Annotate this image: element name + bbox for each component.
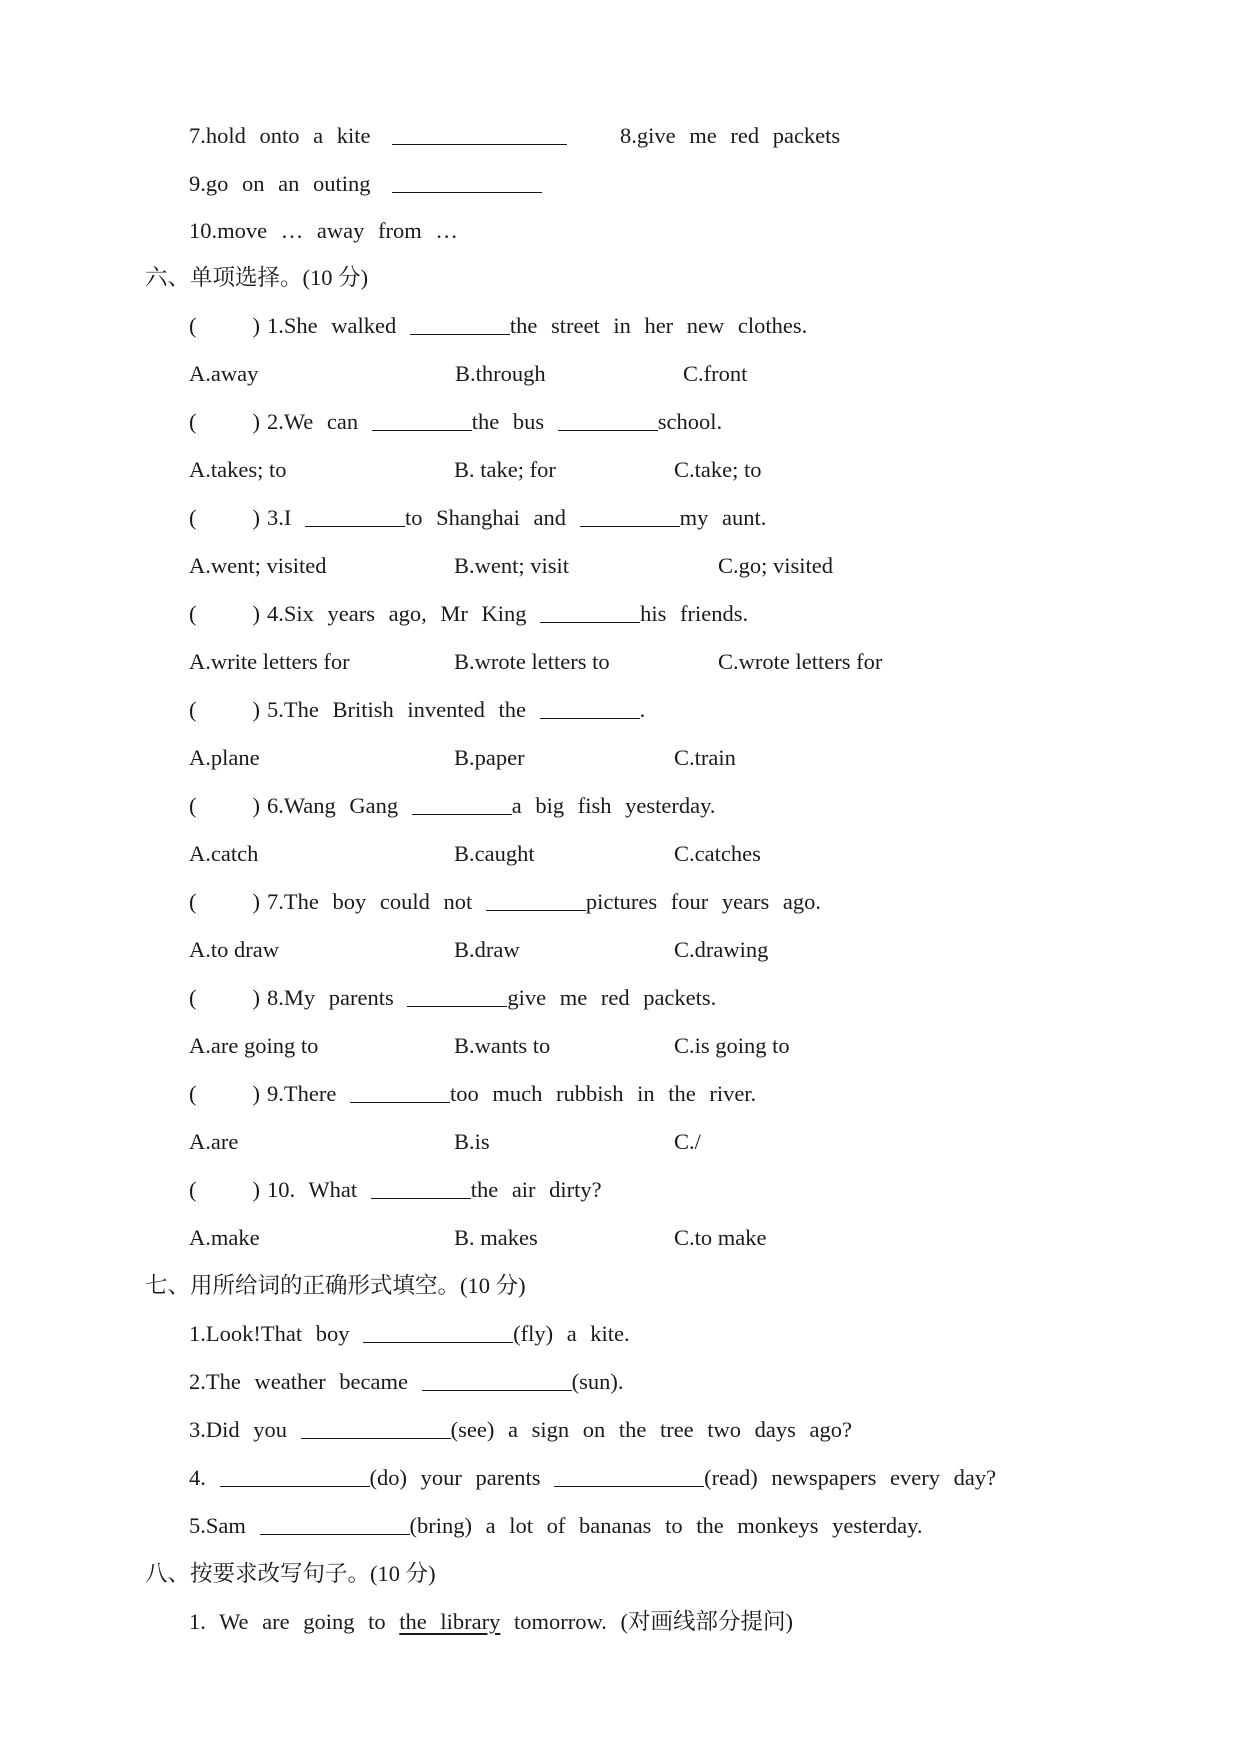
option-b[interactable]: B.paper [454,745,525,770]
option-c[interactable]: C.to make [674,1225,767,1250]
question-1: ( ) 1.She walked the street in her new clothes. [189,308,807,344]
option-b[interactable]: B.wants to [454,1033,551,1058]
answer-blank[interactable] [371,1172,471,1199]
answer-blank[interactable] [220,1460,370,1487]
option-b[interactable]: B.caught [454,841,535,866]
question-9: ( ) 9.There too much rubbish in the river. [189,1076,756,1112]
phrase-item-8: 8.give me red packets [620,123,841,148]
option-c[interactable]: C.take; to [674,457,762,482]
answer-blank[interactable] [260,1508,410,1535]
option-b[interactable]: B.is [454,1129,490,1154]
question-2: ( ) 2.We can the bus school. [189,404,722,440]
options-9 [0,1124,1241,1160]
answer-parentheses[interactable]: ( ) [189,505,260,530]
option-a[interactable]: A.went; visited [189,553,327,578]
question-4: ( ) 4.Six years ago, Mr King his friends. [189,596,748,632]
question-10: ( ) 10. What the air dirty? [189,1172,602,1208]
option-a[interactable]: A.are going to [189,1033,319,1058]
option-a[interactable]: A.to draw [189,937,279,962]
option-a[interactable]: A.make [189,1225,260,1250]
option-c[interactable]: C.drawing [674,937,769,962]
section-8-title: 八、按要求改写句子。(10 分) [145,1561,436,1586]
answer-blank[interactable] [540,692,640,719]
answer-parentheses[interactable]: ( ) [189,985,260,1010]
option-b[interactable]: B.went; visit [454,553,570,578]
option-b[interactable]: B. take; for [454,457,556,482]
option-c[interactable]: C.train [674,745,736,770]
question-6: ( ) 6.Wang Gang a big fish yesterday. [189,788,716,824]
answer-blank[interactable] [580,500,680,527]
options-6 [0,836,1241,872]
answer-blank[interactable] [412,788,512,815]
option-c[interactable]: C.is going to [674,1033,790,1058]
answer-blank[interactable] [305,500,405,527]
underlined-phrase: the library [399,1609,501,1634]
option-b[interactable]: B.wrote letters to [454,649,610,674]
phrase-item-7: 7.hold onto a kite [189,118,567,154]
answer-blank[interactable] [422,1364,572,1391]
option-c[interactable]: C.go; visited [718,553,834,578]
options-7 [0,932,1241,968]
fill-item-1: 1.Look!That boy (fly) a kite. [189,1316,630,1352]
option-a[interactable]: A.write letters for [189,649,350,674]
option-a[interactable]: A.plane [189,745,260,770]
section-6-title: 六、单项选择。(10 分) [145,265,369,290]
option-c[interactable]: C.catches [674,841,761,866]
fill-item-3: 3.Did you (see) a sign on the tree two days ago? [189,1412,852,1448]
fill-item-2: 2.The weather became (sun). [189,1364,624,1400]
option-a[interactable]: A.takes; to [189,457,287,482]
answer-parentheses[interactable]: ( ) [189,889,260,914]
answer-parentheses[interactable]: ( ) [189,313,260,338]
options-5 [0,740,1241,776]
question-3: ( ) 3.I to Shanghai and my aunt. [189,500,766,536]
answer-blank[interactable] [392,166,542,193]
answer-blank[interactable] [554,1460,704,1487]
answer-parentheses[interactable]: ( ) [189,601,260,626]
answer-parentheses[interactable]: ( ) [189,697,260,722]
option-b[interactable]: B. makes [454,1225,538,1250]
option-c[interactable]: C.front [683,361,748,386]
answer-blank[interactable] [410,308,510,335]
answer-blank[interactable] [392,118,567,145]
answer-blank[interactable] [558,404,658,431]
phrase-item-9: 9.go on an outing [189,166,542,202]
fill-item-4: 4. (do) your parents (read) newspapers every day? [189,1460,996,1496]
fill-item-5: 5.Sam (bring) a lot of bananas to the monkeys yesterday. [189,1508,923,1544]
question-7: ( ) 7.The boy could not pictures four years ago. [189,884,821,920]
options-10 [0,1220,1241,1256]
answer-blank[interactable] [407,980,507,1007]
question-8: ( ) 8.My parents give me red packets. [189,980,716,1016]
answer-blank[interactable] [350,1076,450,1103]
option-a[interactable]: A.away [189,361,259,386]
rewrite-item-1: 1. We are going to the library tomorrow. (对画线部分提问) [189,1609,793,1634]
option-b[interactable]: B.draw [454,937,520,962]
answer-blank[interactable] [301,1412,451,1439]
option-a[interactable]: A.catch [189,841,259,866]
options-1 [0,356,1241,392]
options-8 [0,1028,1241,1064]
options-2 [0,452,1241,488]
option-a[interactable]: A.are [189,1129,239,1154]
options-4 [0,644,1241,680]
answer-blank[interactable] [540,596,640,623]
options-3 [0,548,1241,584]
option-c[interactable]: C.wrote letters for [718,649,883,674]
answer-blank[interactable] [372,404,472,431]
section-7-title: 七、用所给词的正确形式填空。(10 分) [145,1273,526,1298]
answer-blank[interactable] [363,1316,513,1343]
answer-parentheses[interactable]: ( ) [189,793,260,818]
answer-parentheses[interactable]: ( ) [189,1177,260,1202]
option-c[interactable]: C./ [674,1129,701,1154]
question-5: ( ) 5.The British invented the . [189,692,645,728]
answer-parentheses[interactable]: ( ) [189,1081,260,1106]
option-b[interactable]: B.through [455,361,546,386]
phrase-item-10: 10.move … away from … [189,218,458,243]
answer-blank[interactable] [486,884,586,911]
answer-parentheses[interactable]: ( ) [189,409,260,434]
